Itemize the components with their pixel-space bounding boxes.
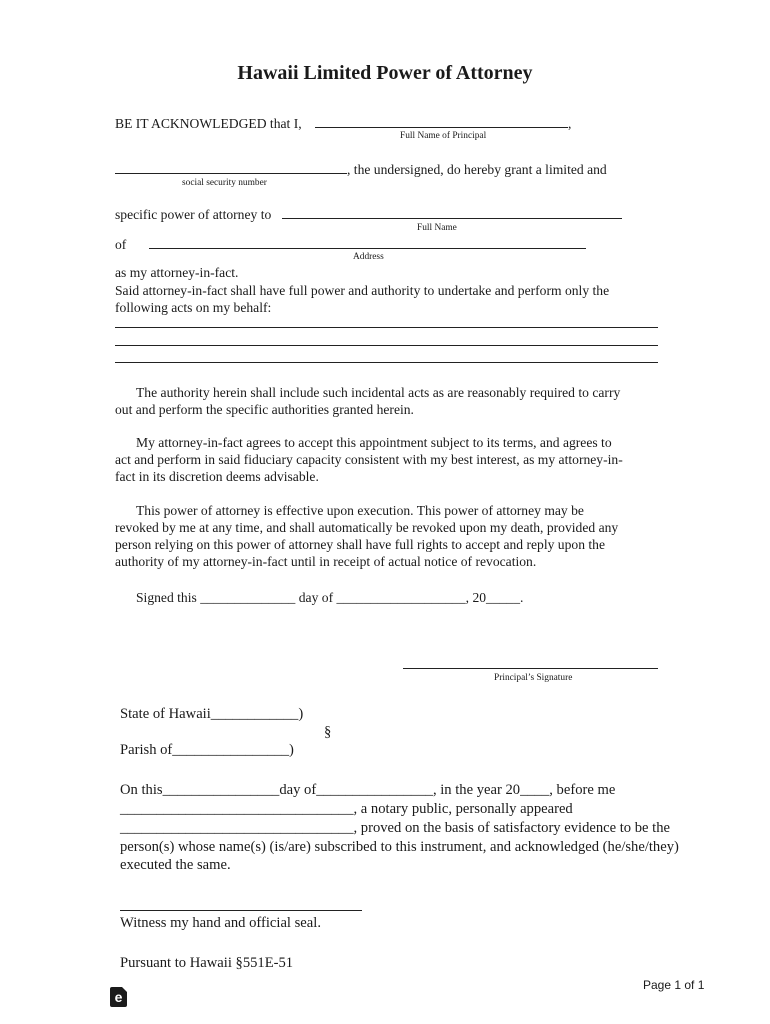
attorney-name-field[interactable]	[282, 218, 622, 219]
label-full-name: Full Name	[417, 223, 457, 233]
as-attorney-text: as my attorney-in-fact.	[115, 265, 239, 280]
said-line-1: Said attorney-in-fact shall have full power and authority to undertake and perform only the	[115, 283, 610, 298]
paragraph-line: act and perform in said fiduciary capacity consistent with my best interest, as my attorney-in-	[115, 452, 623, 467]
notary-signature-field[interactable]	[120, 910, 362, 911]
witness-line: Witness my hand and official seal.	[120, 915, 321, 931]
paragraph-line: The authority herein shall include such incidental acts as are reasonably required to carry	[136, 385, 621, 400]
label-address: Address	[353, 252, 384, 262]
paragraph-agrees	[115, 434, 655, 485]
state-line[interactable]: State of Hawaii____________)	[120, 706, 304, 722]
paragraph-line: authority of my attorney-in-fact until in receipt of actual notice of revocation.	[115, 554, 537, 569]
address-field[interactable]	[149, 248, 586, 249]
signed-line[interactable]: Signed this ______________ day of ___________________, 20_____.	[136, 590, 524, 605]
paragraph-line: This power of attorney is effective upon execution. This power of attorney may be	[136, 503, 584, 518]
specific-power-prefix: specific power of attorney to	[115, 207, 272, 222]
eforms-logo-icon: e	[110, 987, 127, 1007]
acts-line-2[interactable]	[115, 345, 658, 346]
on-this-line[interactable]: On this________________day of________________, in the year 20____, before me	[120, 782, 616, 798]
section-symbol: §	[324, 724, 332, 740]
parish-line[interactable]: Parish of________________)	[120, 742, 294, 758]
ssn-field[interactable]	[115, 173, 347, 174]
proved-line[interactable]: ________________________________, proved on the basis of satisfactory evidence to be the	[120, 820, 671, 836]
paragraph-line: out and perform the specific authorities granted herein.	[115, 402, 414, 417]
notary-line[interactable]: ________________________________, a notary public, personally appeared	[120, 801, 573, 817]
label-full-name-principal: Full Name of Principal	[400, 131, 487, 141]
paragraph-line: person relying on this power of attorney shall have full rights to accept and reply upon the	[115, 537, 605, 552]
acknowledged-prefix: BE IT ACKNOWLEDGED that I,	[115, 116, 302, 131]
label-ssn: social security number	[182, 178, 267, 188]
acts-line-3[interactable]	[115, 362, 658, 363]
persons-line: person(s) whose name(s) (is/are) subscribed to this instrument, and acknowledged (he/she/they)	[120, 839, 679, 855]
page-number: Page 1 of 1	[643, 978, 705, 992]
of-label: of	[115, 237, 127, 252]
acknowledged-suffix: ,	[568, 116, 572, 131]
paragraph-line: revoked by me at any time, and shall automatically be revoked upon my death, provided any	[115, 520, 619, 535]
said-line-2: following acts on my behalf:	[115, 300, 272, 315]
acts-line-1[interactable]	[115, 327, 658, 328]
executed-line: executed the same.	[120, 857, 231, 873]
paragraph-effective	[115, 502, 655, 570]
paragraph-authority	[115, 384, 655, 418]
grant-text: , the undersigned, do hereby grant a limited and	[347, 162, 607, 177]
principal-name-field[interactable]	[315, 127, 568, 128]
pursuant-line: Pursuant to Hawaii §551E-51	[120, 955, 294, 971]
paragraph-line: fact in its discretion deems advisable.	[115, 469, 319, 484]
paragraph-line: My attorney-in-fact agrees to accept this appointment subject to its terms, and agrees to	[136, 435, 612, 450]
label-principal-signature: Principal’s Signature	[494, 673, 573, 683]
document-title: Hawaii Limited Power of Attorney	[237, 62, 533, 84]
principal-signature-field[interactable]	[403, 668, 658, 669]
